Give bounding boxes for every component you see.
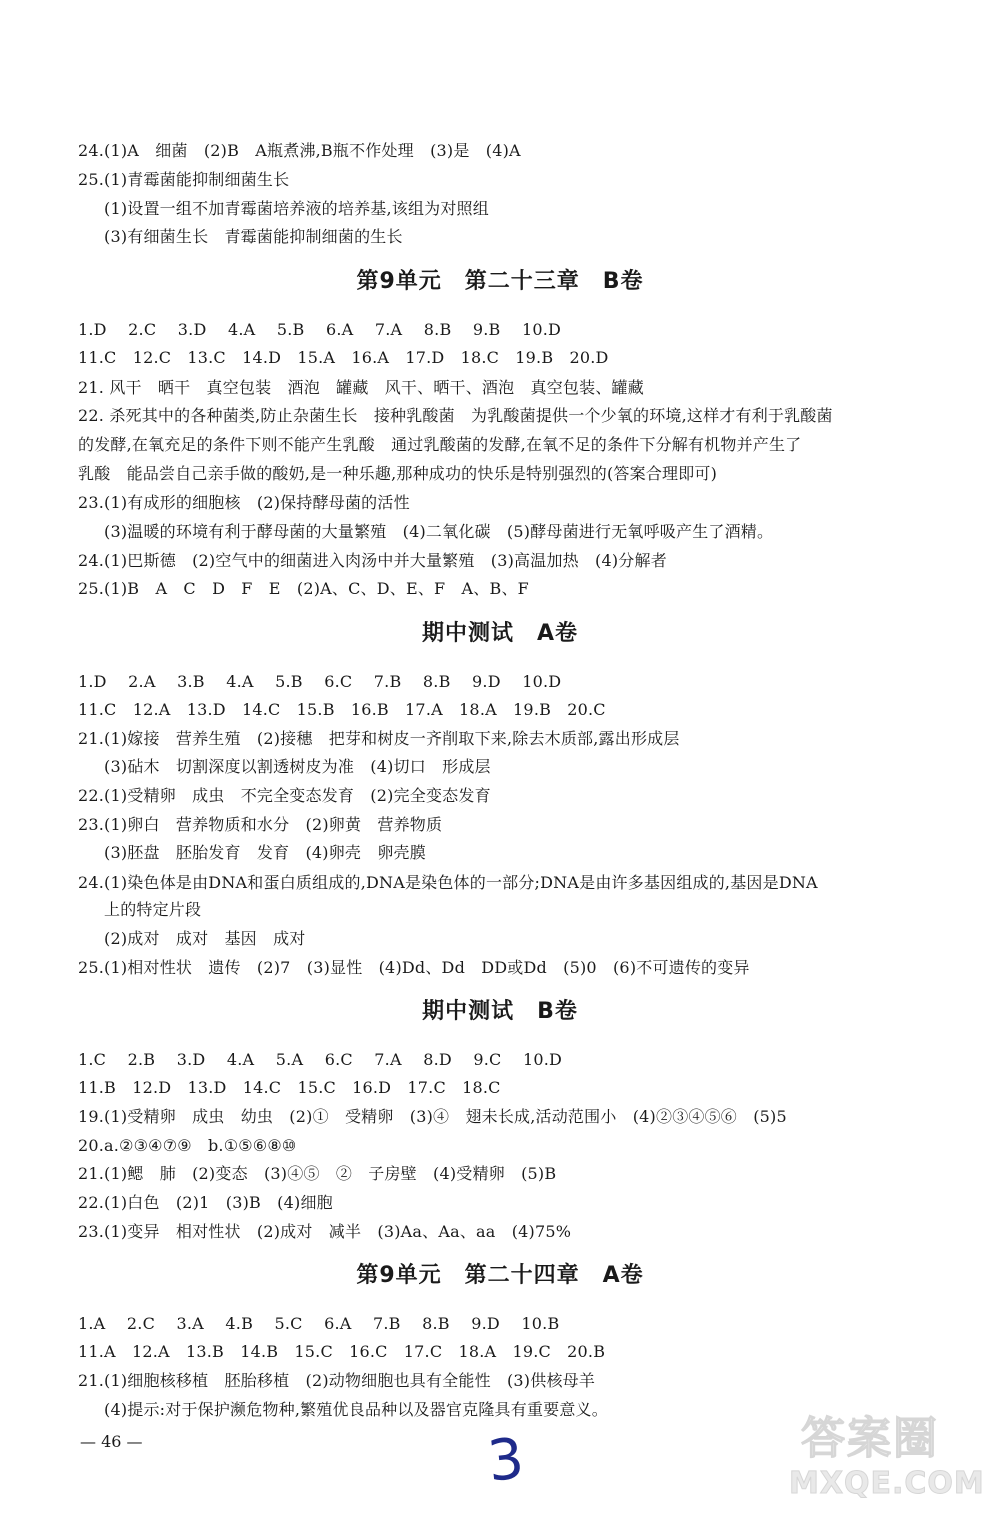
answer-line: 25.(1)相对性状 遗传 (2)7 (3)显性 (4)Dd、Dd DD或Dd (5)0 (6)不可遗传的变异 xyxy=(78,958,750,977)
answer-line: 21. 风干 晒干 真空包装 酒泡 罐藏 风干、晒干、酒泡 真空包装、罐藏 xyxy=(78,378,644,397)
answer-line: 22. 杀死其中的各种菌类,防止杂菌生长 接种乳酸菌 为乳酸菌提供一个少氧的环境,这样才有利于乳酸菌 xyxy=(78,406,833,425)
answer-line: 1.D 2.A 3.B 4.A 5.B 6.C 7.B 8.B 9.D 10.D xyxy=(78,672,562,691)
answer-line: 23.(1)有成形的细胞核 (2)保持酵母菌的活性 xyxy=(78,493,410,512)
answer-line: 1.D 2.C 3.D 4.A 5.B 6.A 7.A 8.B 9.B 10.D xyxy=(78,320,562,339)
watermark-url: MXQE.COM xyxy=(789,1466,985,1501)
answer-line: 20.a.②③④⑦⑨ b.①⑤⑥⑧⑩ xyxy=(78,1136,297,1155)
answer-line: 乳酸 能品尝自己亲手做的酸奶,是一种乐趣,那种成功的快乐是特别强烈的(答案合理即可) xyxy=(78,464,718,483)
answer-line: (3)温暖的环境有利于酵母菌的大量繁殖 (4)二氧化碳 (5)酵母菌进行无氧呼吸产生了酒精。 xyxy=(104,522,774,541)
answer-line: (1)设置一组不加青霉菌培养液的培养基,该组为对照组 xyxy=(104,199,489,218)
section-heading: 期中测试 A卷 xyxy=(421,621,579,646)
answer-line: 上的特定片段 xyxy=(104,900,202,919)
answer-line: 24.(1)A 细菌 (2)B A瓶煮沸,B瓶不作处理 (3)是 (4)A xyxy=(78,141,521,160)
answer-line: (3)有细菌生长 青霉菌能抑制细菌的生长 xyxy=(104,227,403,246)
answer-line: 25.(1)青霉菌能抑制细菌生长 xyxy=(78,170,290,189)
answer-line: 11.C 12.C 13.C 14.D 15.A 16.A 17.D 18.C 19.B 20.D xyxy=(78,348,609,367)
answer-line: (3)胚盘 胚胎发育 发育 (4)卵壳 卵壳膜 xyxy=(104,843,426,862)
answer-line: 19.(1)受精卵 成虫 幼虫 (2)① 受精卵 (3)④ 翅未长成,活动范围小 (4)②③④⑤⑥ (5)5 xyxy=(78,1107,787,1126)
answer-line: 21.(1)细胞核移植 胚胎移植 (2)动物细胞也具有全能性 (3)供核母羊 xyxy=(78,1371,596,1390)
watermark-text: 答案圈 xyxy=(801,1413,939,1464)
answer-line: 11.B 12.D 13.D 14.C 15.C 16.D 17.C 18.C xyxy=(78,1078,501,1097)
answer-line: 22.(1)受精卵 成虫 不完全变态发育 (2)完全变态发育 xyxy=(78,786,491,805)
answer-line: 的发酵,在氧充足的条件下则不能产生乳酸 通过乳酸菌的发酵,在氧不足的条件下分解有机物并产生了 xyxy=(78,435,802,454)
answer-line: 23.(1)变异 相对性状 (2)成对 减半 (3)Aa、Aa、aa (4)75% xyxy=(78,1222,572,1241)
answer-line: 1.C 2.B 3.D 4.A 5.A 6.C 7.A 8.D 9.C 10.D xyxy=(78,1050,563,1069)
answer-line: (2)成对 成对 基因 成对 xyxy=(104,929,306,948)
section-heading: 第9单元 第二十四章 A卷 xyxy=(356,1263,644,1288)
answer-line: (3)砧木 切割深度以割透树皮为准 (4)切口 形成层 xyxy=(104,757,491,776)
answer-line: 23.(1)卵白 营养物质和水分 (2)卵黄 营养物质 xyxy=(78,815,443,834)
answer-line: 21.(1)嫁接 营养生殖 (2)接穗 把芽和树皮一齐削取下来,除去木质部,露出形成层 xyxy=(78,729,680,748)
answer-line: 25.(1)B A C D F E (2)A、C、D、E、F A、B、F xyxy=(78,579,529,598)
answer-line: 1.A 2.C 3.A 4.B 5.C 6.A 7.B 8.B 9.D 10.B xyxy=(78,1314,560,1333)
section-heading: 第9单元 第二十三章 B卷 xyxy=(356,269,644,294)
answer-line: 21.(1)鳃 肺 (2)变态 (3)④⑤ ② 子房壁 (4)受精卵 (5)B xyxy=(78,1164,557,1183)
answer-line: (4)提示:对于保护濒危物种,繁殖优良品种以及器官克隆具有重要意义。 xyxy=(104,1400,608,1419)
section-heading: 期中测试 B卷 xyxy=(422,999,578,1024)
page-number: — 46 — xyxy=(80,1432,143,1451)
answer-line: 24.(1)巴斯德 (2)空气中的细菌进入肉汤中并大量繁殖 (3)高温加热 (4)分解者 xyxy=(78,551,667,570)
answer-line: 11.C 12.A 13.D 14.C 15.B 16.B 17.A 18.A 19.B 20.C xyxy=(78,700,606,719)
answer-line: 24.(1)染色体是由DNA和蛋白质组成的,DNA是染色体的一部分;DNA是由许多基因组成的,基因是DNA xyxy=(78,873,818,892)
answer-line: 22.(1)白色 (2)1 (3)B (4)细胞 xyxy=(78,1193,333,1212)
watermark-logo xyxy=(771,1398,986,1508)
handwritten-mark: 3 xyxy=(484,1426,527,1495)
answer-line: 11.A 12.A 13.B 14.B 15.C 16.C 17.C 18.A 19.C 20.B xyxy=(78,1342,606,1361)
